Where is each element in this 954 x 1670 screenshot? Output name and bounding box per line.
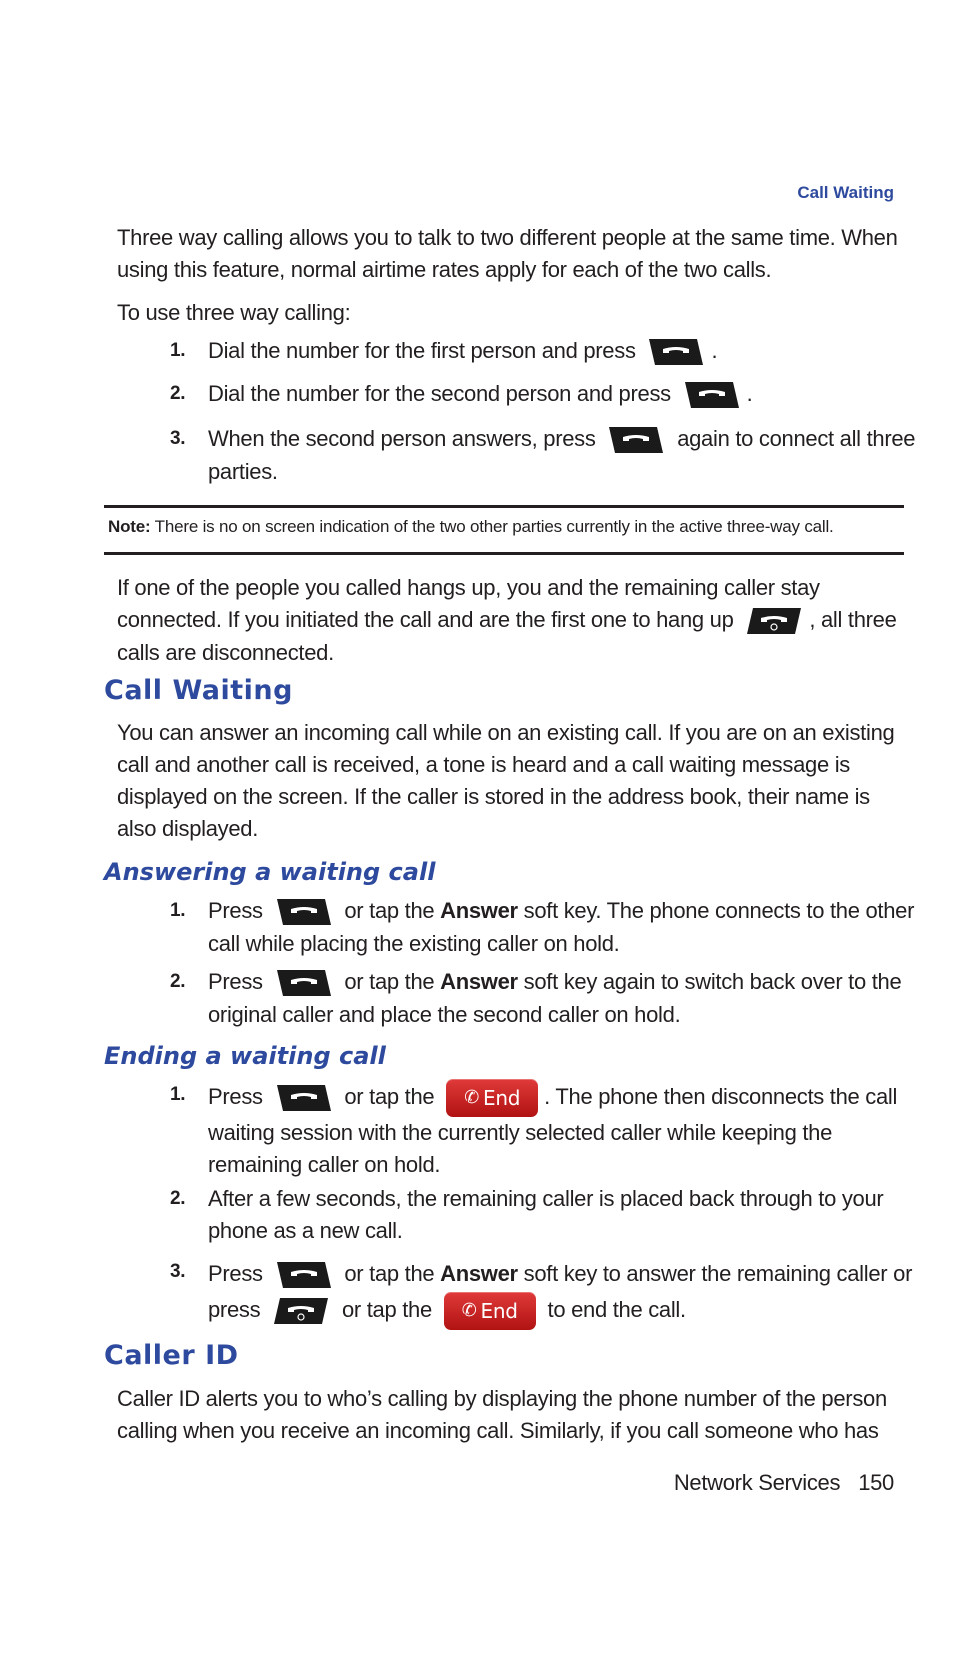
send-key-icon: [647, 336, 705, 368]
intro-paragraph: Three way calling allows you to talk to two different people at the same time. When using this feature, normal airtime rates apply for each of the two calls.: [117, 225, 898, 282]
footer-section: Network Services: [673, 1470, 841, 1495]
step-text-d: phone as a new call.: [208, 1218, 403, 1243]
step-text-c: . The phone then disconnects the call: [544, 1083, 898, 1109]
step-text: [208, 378, 908, 411]
subheading-ending: Ending a waiting call: [104, 1042, 386, 1070]
step-text-a: Dial the number for the first person and press: [208, 338, 636, 363]
step-text-c: soft key to answer the remaining caller or: [523, 1261, 913, 1286]
step-text-c: soft key. The phone connects to the other: [523, 898, 915, 923]
page-number: 150: [858, 1470, 894, 1495]
step-number: 2.: [170, 383, 186, 404]
note-rule-bottom: [104, 552, 904, 555]
answer-keyword: Answer: [440, 1261, 518, 1286]
step-text-a: Press: [208, 969, 263, 994]
step-text-c: parties.: [208, 459, 278, 485]
step-number: 2.: [170, 1188, 186, 1209]
step-text-b: or tap the: [344, 1083, 435, 1109]
step-number: 1.: [170, 340, 186, 361]
step-text: [208, 966, 928, 1031]
end-key-icon: [272, 1295, 330, 1327]
step-text: [208, 1256, 928, 1330]
step-text: [208, 1079, 928, 1181]
step-number: 1.: [170, 1084, 186, 1105]
step-text: [208, 423, 928, 488]
step-text-c: soft key again to switch back over to the: [523, 969, 902, 994]
hangup-paragraph: [117, 572, 907, 669]
step-text-b: again to connect all three: [677, 426, 916, 451]
send-key-icon: [275, 967, 333, 999]
step-text-b: or tap the: [344, 898, 435, 923]
step-text-d: original caller and place the second caller on hold.: [208, 1002, 681, 1028]
running-header: Call Waiting: [797, 183, 894, 202]
answer-keyword: Answer: [440, 898, 518, 923]
page-footer: [674, 1470, 894, 1496]
section-heading-caller-id: Caller ID: [104, 1340, 239, 1371]
end-label: End: [482, 1086, 521, 1110]
send-key-icon: [275, 896, 333, 928]
hangup-line2b: , all three: [809, 607, 897, 632]
step-number: 1.: [170, 900, 186, 921]
hangup-line1: If one of the people you called hangs up, you and the remaining caller stay: [117, 575, 820, 600]
step-text: [208, 1183, 928, 1247]
step-text-a: Dial the number for the second person and press: [208, 381, 671, 406]
intro-lead: To use three way calling:: [117, 300, 351, 325]
step-text-e: remaining caller on hold.: [208, 1152, 441, 1177]
step-text-a: Press: [208, 1083, 263, 1109]
step-number: 3.: [170, 1261, 186, 1282]
call-waiting-paragraph: You can answer an incoming call while on an existing call. If you are on an existing call and another call is received, a tone is heard and a call waiting message is displayed on the screen. If the caller is stored in the address book, their name is also displayed.: [117, 720, 895, 841]
subheading-answering: Answering a waiting call: [104, 858, 436, 886]
step-text: [208, 335, 908, 368]
step-text-a: After a few seconds, the remaining caller is placed back through to your: [208, 1186, 884, 1211]
note-rule-top: [104, 505, 904, 508]
send-key-icon: [683, 379, 741, 411]
step-text-f: to end the call.: [547, 1297, 686, 1322]
end-label: End: [480, 1299, 518, 1324]
note: [108, 517, 834, 537]
send-key-icon: [275, 1259, 333, 1291]
step-text-a: Press: [208, 898, 263, 923]
note-label: Note:: [108, 517, 151, 536]
caller-id-paragraph: Caller ID alerts you to who’s calling by displaying the phone number of the person calling when you receive an incoming call. Similarly, if you call someone who has: [117, 1386, 887, 1443]
step-text-d: waiting session with the currently selected caller while keeping the: [208, 1120, 833, 1145]
step-text-e: or tap the: [341, 1297, 432, 1322]
answer-keyword: Answer: [440, 969, 518, 994]
end-key-icon: [745, 605, 803, 637]
send-key-icon: [275, 1082, 333, 1114]
send-key-icon: [607, 424, 665, 456]
step-text-a: Press: [208, 1261, 263, 1286]
note-text: There is no on screen indication of the two other parties currently in the active three-way call.: [154, 517, 834, 536]
section-heading-call-waiting: Call Waiting: [104, 675, 293, 706]
phone-icon: ✆: [461, 1300, 477, 1322]
step-text-b: or tap the: [344, 1261, 435, 1286]
step-text-b: .: [711, 338, 718, 363]
end-softkey-button: [446, 1079, 538, 1117]
hangup-line2a: connected. If you initiated the call and are the first one to hang up: [117, 607, 734, 632]
step-number: 2.: [170, 971, 186, 992]
step-text-d: call while placing the existing caller on hold.: [208, 931, 620, 957]
end-softkey-button: [444, 1292, 536, 1330]
step-text-d: press: [208, 1297, 261, 1322]
phone-icon: ✆: [464, 1087, 479, 1108]
step-number: 3.: [170, 428, 186, 449]
step-text-b: .: [746, 381, 753, 406]
step-text-b: or tap the: [344, 969, 435, 994]
step-text: [208, 895, 928, 960]
step-text-a: When the second person answers, press: [208, 426, 596, 451]
hangup-line3: calls are disconnected.: [117, 640, 334, 666]
